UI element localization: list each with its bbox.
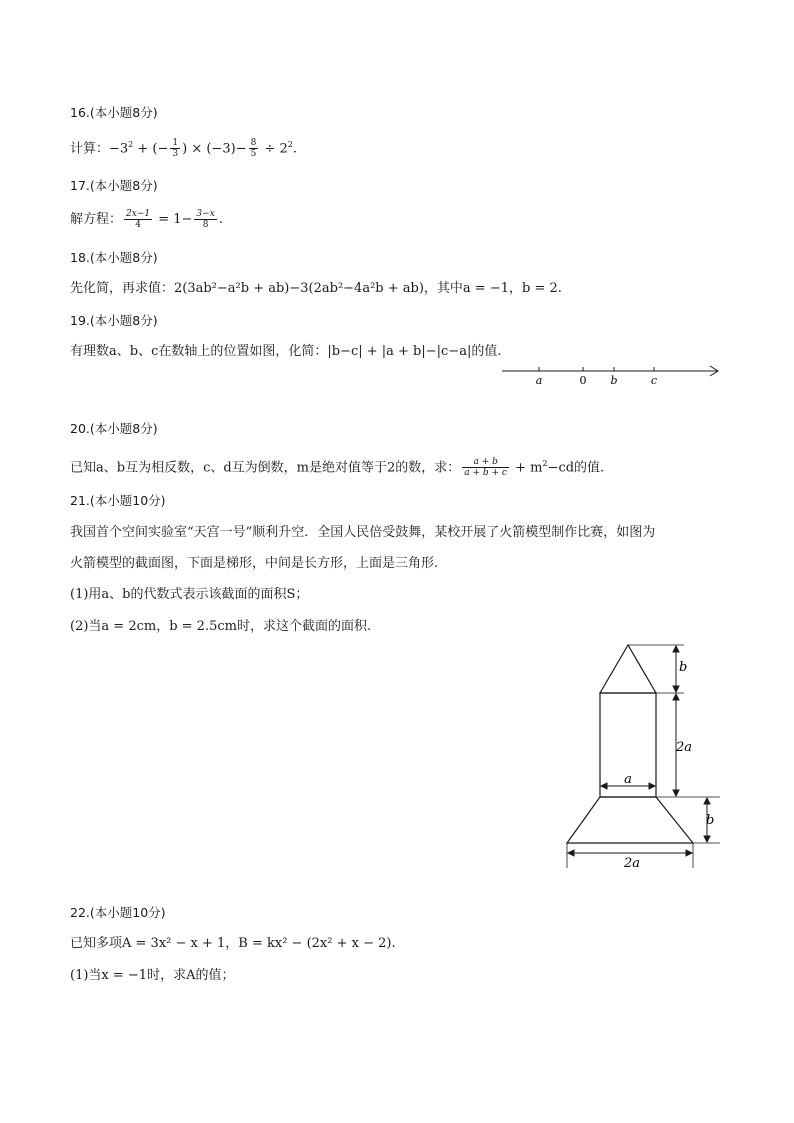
q21-line-2: 火箭模型的截面图，下面是梯形，中间是长方形，上面是三角形. xyxy=(70,556,439,571)
q16-fraction-2: $\frac{8}{5}$ xyxy=(250,138,257,160)
q17-heading: 17.(本小题8分) xyxy=(70,178,158,193)
q19-heading: 19.(本小题8分) xyxy=(70,313,158,328)
q17-equation: 解方程： $\frac{2x-1}{4}$ = 1− $\frac{3-x}{8}$ . xyxy=(70,209,223,230)
label-mid-width: a xyxy=(624,772,632,787)
axis-label-b: b xyxy=(610,374,618,387)
label-mid-height: 2a xyxy=(676,740,693,755)
q21-line-1: 我国首个空间实验室“天宫一号”顺利升空．全国人民倍受鼓舞，某校开展了火箭模型制作比赛，如图为 xyxy=(70,525,656,540)
q21-part-2: (2)当a = 2cm，b = 2.5cm时，求这个截面的面积. xyxy=(70,619,372,634)
q21-heading: 21.(本小题10分) xyxy=(70,493,166,508)
q20-heading: 20.(本小题8分) xyxy=(70,421,158,436)
q18-heading: 18.(本小题8分) xyxy=(70,250,158,265)
q21-part-1: (1)用a、b的代数式表示该截面的面积S； xyxy=(70,587,309,602)
q16-expression: 计算：$-3^2$ + (− $\frac{1}{3}$ ) × (−3)− $\frac{8}{5}$ ÷ $2^2$. xyxy=(70,138,297,160)
q16-fraction: $\frac{1}{3}$ xyxy=(172,138,179,160)
q22-part-1: (1)当x = −1时，求A的值； xyxy=(70,968,235,983)
axis-label-zero: 0 xyxy=(579,374,587,387)
label-bottom-height: b xyxy=(706,813,715,828)
q20-fraction: $\frac{a + b}{a + b + c}$ xyxy=(464,457,507,479)
q18-text: 先化简，再求值：2(3ab²−a²b + ab)−3(2ab²−4a²b + ab)，其中a = −1，b = 2. xyxy=(70,281,562,296)
q17-fraction: $\frac{2x-1}{4}$ xyxy=(126,209,151,230)
q19-text: 有理数a、b、c在数轴上的位置如图，化简：|b−c| + |a + b|−|c−a|的值. xyxy=(70,344,502,359)
rocket-figure xyxy=(560,638,726,874)
axis-label-c: c xyxy=(650,374,658,387)
q17-fraction-2: $\frac{3-x}{8}$ xyxy=(196,209,215,230)
q22-text: 已知多项A = 3x² − x + 1，B = kx² − (2x² + x − 2). xyxy=(70,936,396,951)
number-line xyxy=(500,362,724,388)
q20-text: 已知a、b互为相反数，c、d互为倒数，m是绝对值等于2的数，求： $\frac{a + b}{a + b + c}$ + $m^2-cd$的值. xyxy=(70,457,605,479)
q22-heading: 22.(本小题10分) xyxy=(70,905,166,920)
axis-label-a: a xyxy=(535,374,543,387)
label-bottom-width: 2a xyxy=(623,856,641,871)
q16-heading: 16.(本小题8分) xyxy=(70,105,158,120)
label-top-height: b xyxy=(679,660,688,675)
